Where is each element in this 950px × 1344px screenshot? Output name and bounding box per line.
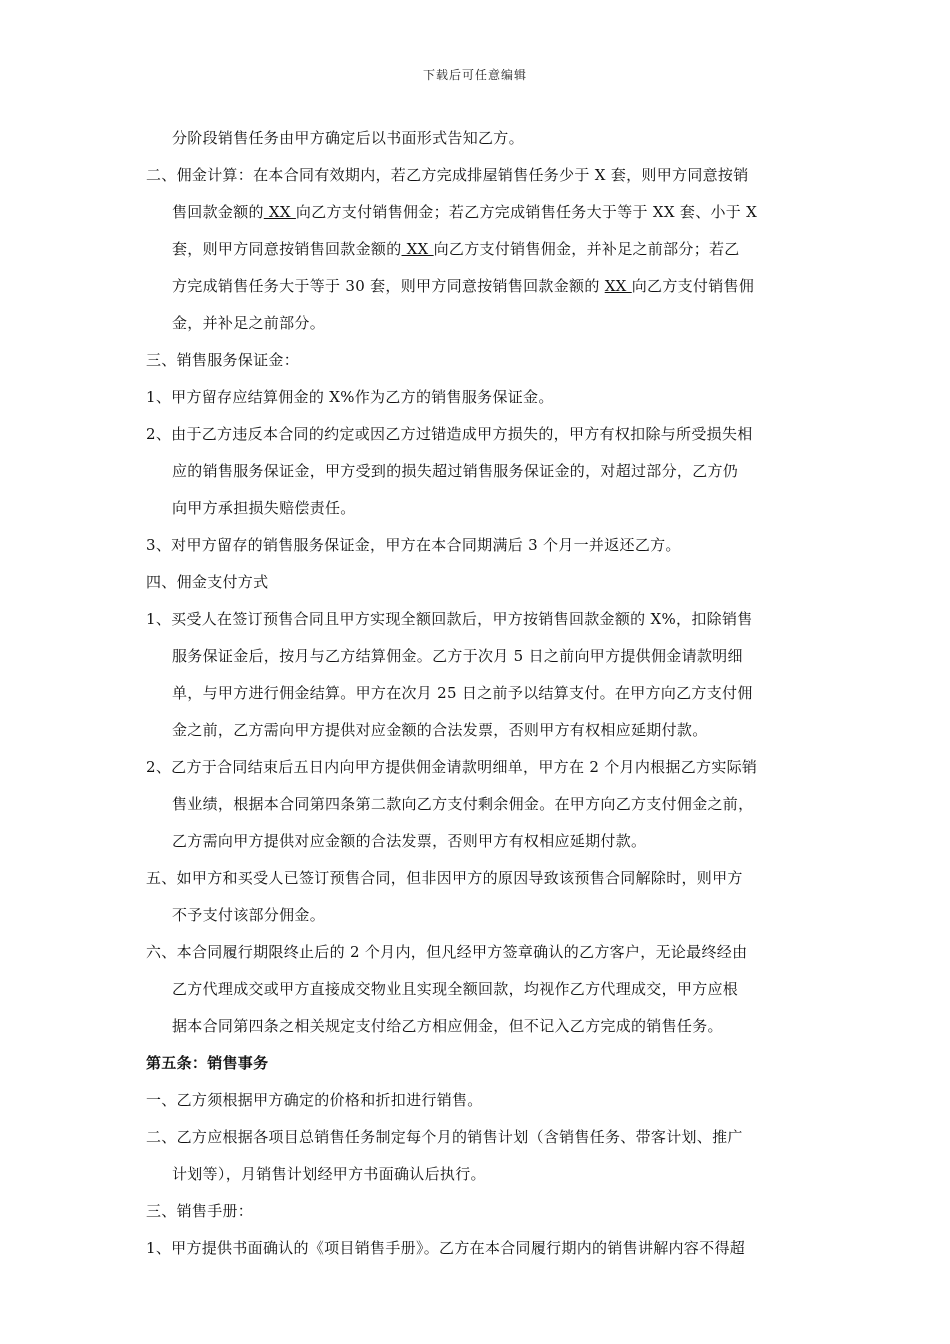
text-segment: 售业绩，根据本合同第四条第二款向乙方支付剩余佣金。在甲方向乙方支付佣金之前，	[172, 795, 754, 813]
paragraph-line	[146, 231, 814, 268]
text-segment: 一、乙方须根据甲方确定的价格和折扣进行销售。	[146, 1091, 483, 1109]
underlined-blank: XX	[604, 277, 632, 295]
text-segment: 套，则甲方同意按销售回款金额的	[172, 240, 402, 258]
paragraph-line	[146, 453, 814, 490]
text-segment: 1、甲方留存应结算佣金的 X%作为乙方的销售服务保证金。	[146, 388, 554, 406]
section-heading	[146, 342, 814, 379]
text-segment: 四、佣金支付方式	[146, 573, 269, 591]
paragraph-line	[146, 157, 814, 194]
paragraph-line	[146, 490, 814, 527]
paragraph-line	[146, 1008, 814, 1045]
paragraph-line	[146, 786, 814, 823]
paragraph-line	[146, 934, 814, 971]
document-body	[146, 120, 814, 1267]
paragraph-line	[146, 897, 814, 934]
text-segment: 服务保证金后，按月与乙方结算佣金。乙方于次月 5 日之前向甲方提供佣金请款明细	[172, 647, 743, 665]
text-segment: 六、本合同履行期限终止后的 2 个月内，但凡经甲方签章确认的乙方客户，无论最终经由	[146, 943, 748, 961]
paragraph-line	[146, 749, 814, 786]
paragraph-line	[146, 971, 814, 1008]
text-segment: 金，并补足之前部分。	[172, 314, 326, 332]
paragraph-line	[146, 1230, 814, 1267]
text-segment: 3、对甲方留存的销售服务保证金，甲方在本合同期满后 3 个月一并返还乙方。	[146, 536, 681, 554]
text-segment: 乙方代理成交或甲方直接成交物业且实现全额回款，均视作乙方代理成交，甲方应根	[172, 980, 739, 998]
paragraph-line	[146, 120, 814, 157]
paragraph-line	[146, 416, 814, 453]
text-segment: 应的销售服务保证金，甲方受到的损失超过销售服务保证金的，对超过部分，乙方仍	[172, 462, 739, 480]
text-segment: 第五条：销售事务	[146, 1054, 269, 1072]
paragraph-line	[146, 860, 814, 897]
text-segment: 2、乙方于合同结束后五日内向甲方提供佣金请款明细单，甲方在 2 个月内根据乙方实际销	[146, 758, 758, 776]
text-segment: 2、由于乙方违反本合同的约定或因乙方过错造成甲方损失的，甲方有权扣除与所受损失相	[146, 425, 753, 443]
paragraph-line	[146, 1156, 814, 1193]
paragraph-line	[146, 675, 814, 712]
paragraph-line	[146, 638, 814, 675]
underlined-blank: XX	[263, 203, 296, 221]
text-segment: 向乙方支付销售佣金，并补足之前部分；若乙	[433, 240, 740, 258]
paragraph-line	[146, 601, 814, 638]
text-segment: 售回款金额的	[172, 203, 264, 221]
paragraph-line	[146, 305, 814, 342]
text-segment: 单，与甲方进行佣金结算。甲方在次月 25 日之前予以结算支付。在甲方向乙方支付佣	[172, 684, 753, 702]
section-heading	[146, 1193, 814, 1230]
text-segment: 乙方需向甲方提供对应金额的合法发票，否则甲方有权相应延期付款。	[172, 832, 647, 850]
paragraph-line	[146, 712, 814, 749]
text-segment: 1、甲方提供书面确认的《项目销售手册》。乙方在本合同履行期内的销售讲解内容不得超	[146, 1239, 746, 1257]
paragraph-line	[146, 194, 814, 231]
text-segment: 向乙方支付销售佣金；若乙方完成销售任务大于等于 XX 套、小于 X	[295, 203, 758, 221]
paragraph-line	[146, 1119, 814, 1156]
text-segment: 三、销售服务保证金：	[146, 351, 300, 369]
paragraph-line	[146, 1082, 814, 1119]
text-segment: 分阶段销售任务由甲方确定后以书面形式告知乙方。	[172, 129, 524, 147]
text-segment: 向甲方承担损失赔偿责任。	[172, 499, 356, 517]
text-segment: 金之前，乙方需向甲方提供对应金额的合法发票，否则甲方有权相应延期付款。	[172, 721, 708, 739]
text-segment: 计划等），月销售计划经甲方书面确认后执行。	[172, 1165, 486, 1183]
text-segment: 1、买受人在签订预售合同且甲方实现全额回款后，甲方按销售回款金额的 X%，扣除销售	[146, 610, 753, 628]
text-segment: 二、乙方应根据各项目总销售任务制定每个月的销售计划（含销售任务、带客计划、推广	[146, 1128, 743, 1146]
page-header: 下载后可任意编辑	[422, 68, 527, 82]
text-segment: 不予支付该部分佣金。	[172, 906, 326, 924]
text-segment: 三、销售手册：	[146, 1202, 254, 1220]
text-segment: 五、如甲方和买受人已签订预售合同，但非因甲方的原因导致该预售合同解除时，则甲方	[146, 869, 743, 887]
text-segment: 据本合同第四条之相关规定支付给乙方相应佣金，但不记入乙方完成的销售任务。	[172, 1017, 723, 1035]
underlined-blank: XX	[401, 240, 434, 258]
paragraph-line	[146, 379, 814, 416]
paragraph-line	[146, 527, 814, 564]
paragraph-line	[146, 823, 814, 860]
section-heading	[146, 564, 814, 601]
text-segment: 向乙方支付销售佣	[631, 277, 755, 295]
article-heading	[146, 1045, 814, 1082]
paragraph-line	[146, 268, 814, 305]
text-segment: 方完成销售任务大于等于 30 套，则甲方同意按销售回款金额的	[172, 277, 605, 295]
text-segment: 二、佣金计算：在本合同有效期内，若乙方完成排屋销售任务少于 X 套，则甲方同意按销	[146, 166, 749, 184]
